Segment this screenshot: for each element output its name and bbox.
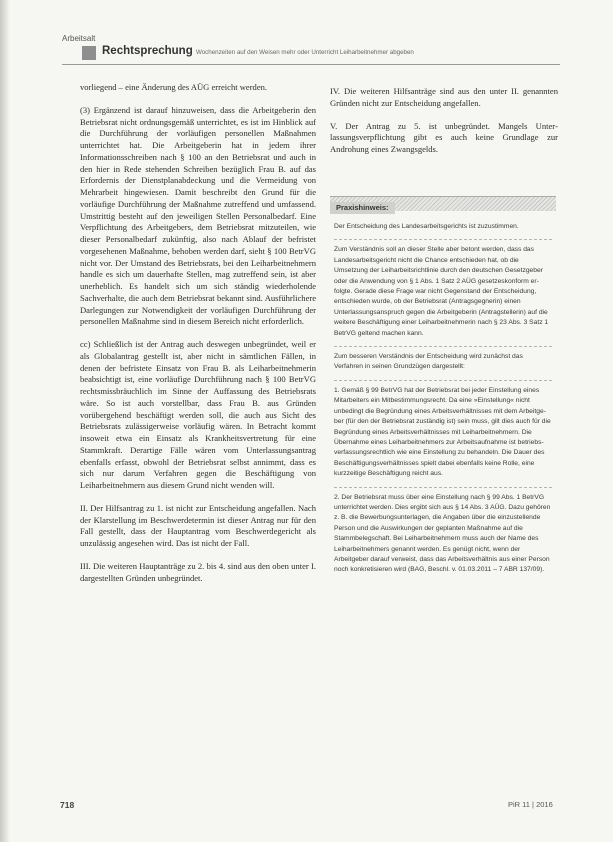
right-column bbox=[330, 86, 558, 167]
practice-note-paragraph: 2. Der Betriebsrat muss über eine Einstellung nach § 99 Abs. 1 BetrVG unterrichtet werden. Dies ergibt sich aus § 14 Abs. 3 AÜG. Dazu gehören z. B. die Bewerbungsunterlagen, die Angaben über die einzustellende Person und die Auswirkungen der geplanten Maßnahme auf die Stammbelegschaft. Bei Leiharbeitnehmern muss auch der Name des Leiharbeitnehmers genannt werden. Es genügt nicht, wenn der Arbeitgeber darauf verweist, dass das Arbeitsverhältnis aus einer Person noch konkretisieren wird (BAG, Beschl. v. 01.03.2011 – 7 ABR 137/09). bbox=[334, 493, 551, 574]
practice-note-label: Praxishinweis: bbox=[330, 202, 395, 214]
header-square-icon bbox=[82, 46, 96, 60]
right-paragraph: IV. Die weiteren Hilfsanträge sind aus den unter II. genannten Gründen nicht zur Entscheidung angefallen. bbox=[330, 86, 558, 108]
practice-note-paragraph: 1. Gemäß § 99 BetrVG hat der Betriebsrat bei jeder Einstellung eines Mitarbeiters ein Mitbestimmungsrecht. Da eine »Einstellung« nicht unbedingt die Begründung eines Arbeitsverhältnisses mit dem Arbeitgeber (für den der Betriebsrat zuständig ist) sein muss, gilt dies auch für die Begründung eines Arbeitsverhältnisses mit Leiharbeitnehmern. Die Übernahme eines Leiharbeitnehmers zur Arbeitsaufnahme ist betriebsverfassungsrechtlich wie eine Einstellung zu behandeln. Die Dauer des Beschäftigungsverhältnisses spielt dabei ebenfalls keine Rolle, eine kurzzeitige Beschäftigung reicht aus. bbox=[334, 381, 552, 488]
practice-note-paragraph: Der Entscheidung des Landesarbeitsgerichts ist zuzustimmen. bbox=[334, 217, 552, 240]
practice-note-header bbox=[330, 196, 556, 211]
left-paragraph: (3) Ergänzend ist darauf hinzuweisen, dass die Arbeitgeberin den Betriebsrat nicht ordnungsgemäß unterrichtet, es ist im Hinblick auf die Durchführung der vorläufigen personellen Maßnahmen unterrichtet hat. Die Arbeitgeberin hat in jedem ihrer Informationsschreiben nach § 100 an den Betriebsrat und auch in den hier in Rede stehenden Schreiben bezüglich Frau B. auf das Erfordernis der Dienstplanabdeckung und die Vermeidung von Mehrarbeit hingewiesen. Damit beschreibt den Grund für die vorläufige Durchführung der Maßnahme zutreffend und umfassend. Umstrittig besteht auf den jeweiligen Stellen Personalbedarf. Eine Verpflichtung des Arbeitgebers, dem Betriebsrat mitzuteilen, wie dieser Personalbedarf zukünftig, also nach Ablauf der befristet vorgesehenen Maßnahme, behoben werden darf, sieht § 100 BetrVG nicht vor. Der Umstand des Betriebsrats, bei den Leiharbeitnehmern handle es sich um dauerhafte Stellen, mag zutreffend sein, ist aber unerheblich. Es handelt sich um sich ständig wiederholende Sachverhalte, die auch dem Betriebsrat bekannt sind. Ausführlichere Darlegungen zur Notwendigkeit der vorläufigen Durchführung der personellen Maßnahme sind in diesem Bereich nicht erforderlich. bbox=[80, 104, 316, 327]
practice-note-body bbox=[330, 211, 556, 583]
practice-note-paragraph: Zum Verständnis soll an dieser Stelle aber betont werden, dass das Landesarbeitsgericht nicht die Chance entschieden hat, ob die Umsetzung der Leiharbeitsrichtlinie durch den deutschen Gesetzgeber oder die Anwendung von § 1 Abs. 1 Satz 2 AÜG gesetzeskonform erfolgte. Gerade diese Frage war nicht Gegenstand der Entscheidung, entschieden wurde, ob der Betriebsrat (Antragsgegnerin) einen Unterlassungsanspruch gegen die Arbeitgeberin (Antragstellerin) auf die weitere Beschäftigung einer Leiharbeitnehmerin nach § 23 Abs. 3 Satz 1 BetrVG geltend machen kann. bbox=[334, 240, 552, 347]
left-paragraph: cc) Schließlich ist der Antrag auch deswegen unbegründet, weil er als Globalantrag gestellt ist, aber nicht in sämtlichen Fällen, in denen der befristete Einsatz von Frau B. als Leiharbeitnehmerin beabsichtigt ist, eine vorläufige Durchführung nach § 100 BetrVG rechtsmissbräuchlich im Sinne der Auffassung des Betriebsrats wäre. So ist auch vorstellbar, dass Frau B. aus Gründen vorübergehend beschäftigt werden soll, die auch aus Sicht des Betriebsrats zulässigerweise vorläufig wären. In Betracht kommt insoweit etwa ein Einsatz als Krankheitsvertretung für eine Stammkraft. Derartige Fälle wären vom Unterlassungsantrag ebenfalls erfasst, obwohl der Betriebsrat selbst annimmt, dass es sich nur darum Verfahren gegen die Beschäftigung von Leiharbeitnehmern aus diesem Grund nicht wenden will. bbox=[80, 339, 316, 490]
right-paragraph: V. Der Antrag zu 5. ist unbegründet. Mangels Unterlassungsverpflichtung gibt es auch keine Grundlage zur Androhung eines Zwangsgelds. bbox=[330, 120, 558, 154]
header-subtitle: Wochenzeiten auf den Weisen mehr oder Unterricht Leiharbeitnehmer abgeben bbox=[196, 49, 414, 56]
left-column bbox=[80, 82, 316, 584]
page-number: 718 bbox=[60, 800, 75, 810]
practice-note-paragraph: Zum besseren Verständnis der Entscheidung wird zunächst das Verfahren in seinen Grundzügen dargestellt: bbox=[334, 347, 552, 381]
page-edge-shadow bbox=[0, 0, 10, 842]
left-paragraph: II. Der Hilfsantrag zu 1. ist nicht zur Entscheidung angefallen. Nach der Klarstellung im Beschwerdetermin ist dieser Antrag nur für den Fall gestellt, dass der Hauptantrag vom Beschwerdegericht als unzulässig angesehen wird. Das ist nicht der Fall. bbox=[80, 502, 316, 548]
header-title: Rechtsprechung bbox=[102, 45, 193, 57]
practice-note-box bbox=[330, 196, 556, 726]
section-label: Arbeitsalt bbox=[62, 34, 96, 43]
left-paragraph: vorliegend – eine Änderung des AÜG erreicht werden. bbox=[80, 82, 268, 92]
running-header bbox=[62, 44, 560, 65]
journal-issue: PiR 11 | 2016 bbox=[508, 800, 553, 809]
left-paragraph: III. Die weiteren Hauptanträge zu 2. bis 4. sind aus den oben unter I. dargestellten Gründen unbegründet. bbox=[80, 560, 316, 583]
